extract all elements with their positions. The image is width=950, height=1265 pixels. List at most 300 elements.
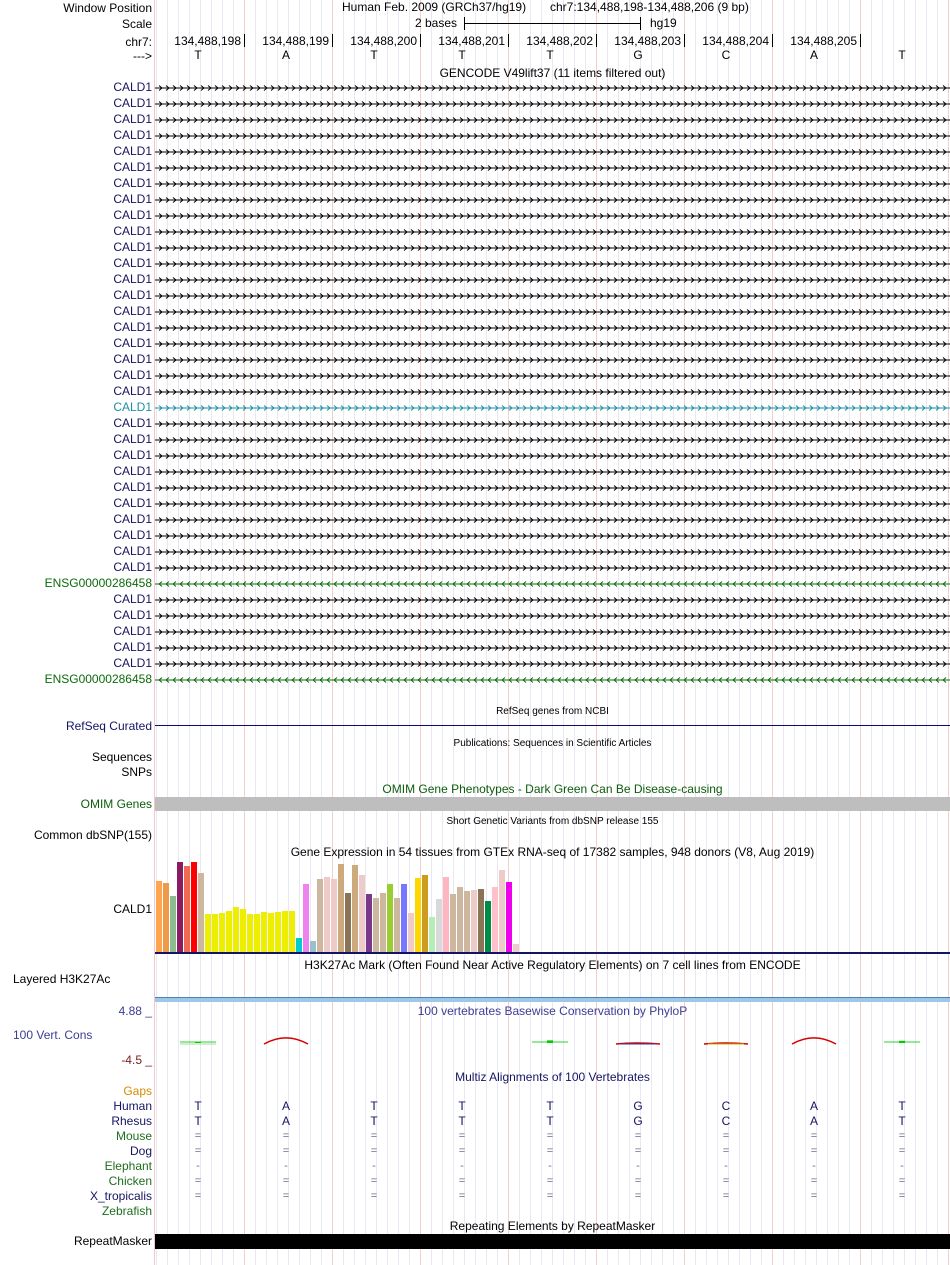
gtex-tissue-bar[interactable] — [485, 901, 491, 952]
gencode-gene-label[interactable]: ENSG00000286458 — [44, 576, 152, 590]
ruler-base: T — [546, 48, 554, 62]
gtex-tissue-bar[interactable] — [310, 941, 316, 952]
gene-arrow-line — [155, 468, 950, 476]
refseq-label[interactable]: RefSeq Curated — [65, 719, 152, 733]
gtex-tissue-bar[interactable] — [373, 898, 379, 952]
strand-label: ---> — [133, 49, 152, 63]
alignment-base: - — [900, 1160, 904, 1172]
dbsnp-title[interactable]: Short Genetic Variants from dbSNP release 155 — [446, 816, 659, 827]
gencode-transcript[interactable] — [155, 548, 950, 556]
gtex-tissue-bar[interactable] — [401, 884, 407, 952]
gene-arrow-line — [155, 132, 950, 140]
ruler-coordinate: 134,488,200 — [350, 34, 417, 48]
gencode-gene-label[interactable]: CALD1 — [113, 256, 152, 270]
multiz-title[interactable]: Multiz Alignments of 100 Vertebrates — [455, 1070, 650, 1084]
gtex-tissue-bar[interactable] — [156, 881, 162, 952]
species-label[interactable]: X_tropicalis — [89, 1189, 152, 1203]
gencode-transcript[interactable] — [155, 84, 950, 92]
gene-arrow-line — [155, 276, 950, 284]
gencode-transcript[interactable] — [155, 244, 950, 252]
gencode-transcript[interactable] — [155, 148, 950, 156]
gencode-transcript[interactable] — [155, 196, 950, 204]
gencode-transcript[interactable] — [155, 324, 950, 332]
alignment-base: = — [282, 1190, 290, 1202]
gtex-tissue-bar[interactable] — [198, 873, 204, 952]
ruler-base: T — [458, 48, 466, 62]
gtex-tissue-bar[interactable] — [450, 894, 456, 952]
gencode-gene-label[interactable]: CALD1 — [113, 320, 152, 334]
gtex-tissue-bar[interactable] — [457, 887, 463, 952]
ruler-tick — [420, 34, 421, 47]
gencode-transcript[interactable] — [155, 564, 950, 572]
gencode-gene-label[interactable]: CALD1 — [113, 368, 152, 382]
gtex-tissue-bar[interactable] — [296, 938, 302, 952]
refseq-title[interactable]: RefSeq genes from NCBI — [496, 706, 609, 717]
alignment-base: = — [634, 1175, 642, 1187]
ruler-coordinate: 134,488,199 — [262, 34, 329, 48]
gencode-transcript[interactable] — [155, 676, 950, 684]
alignment-base: = — [546, 1175, 554, 1187]
gtex-tissue-bar[interactable] — [275, 912, 281, 952]
gencode-transcript[interactable] — [155, 516, 950, 524]
gencode-gene-label[interactable]: CALD1 — [113, 496, 152, 510]
gtex-tissue-bar[interactable] — [359, 875, 365, 952]
alignment-base: = — [458, 1130, 466, 1142]
gencode-gene-label[interactable]: CALD1 — [113, 80, 152, 94]
gencode-gene-label[interactable]: CALD1 — [113, 272, 152, 286]
gtex-tissue-bar[interactable] — [205, 914, 211, 952]
ruler-tick — [860, 34, 861, 47]
gtex-tissue-bar[interactable] — [177, 862, 183, 952]
alignment-base: = — [370, 1130, 378, 1142]
gtex-tissue-bar[interactable] — [254, 914, 260, 952]
gencode-gene-label[interactable]: CALD1 — [113, 288, 152, 302]
alignment-base: = — [898, 1130, 906, 1142]
gtex-tissue-bar[interactable] — [380, 893, 386, 952]
scale-bar-left-end — [464, 17, 465, 30]
gencode-transcript[interactable] — [155, 340, 950, 348]
gencode-gene-label[interactable]: CALD1 — [113, 240, 152, 254]
gencode-transcript[interactable] — [155, 388, 950, 396]
phylop-plot[interactable] — [155, 1024, 950, 1054]
gencode-title[interactable]: GENCODE V49lift37 (11 items filtered out) — [439, 66, 666, 80]
gene-arrow-line — [155, 388, 950, 396]
gene-arrow-line — [155, 404, 950, 412]
alignment-base: = — [370, 1190, 378, 1202]
alignment-base: = — [722, 1145, 730, 1157]
gencode-transcript[interactable] — [155, 580, 950, 588]
ruler-coordinate: 134,488,201 — [438, 34, 505, 48]
alignment-base: = — [810, 1130, 818, 1142]
gencode-gene-label[interactable]: CALD1 — [113, 480, 152, 494]
gene-arrow-line — [155, 564, 950, 572]
alignment-base: C — [721, 1114, 731, 1128]
gencode-gene-label[interactable]: CALD1 — [113, 608, 152, 622]
gencode-transcript[interactable] — [155, 132, 950, 140]
gencode-gene-label[interactable]: CALD1 — [113, 160, 152, 174]
alignment-base: - — [724, 1160, 728, 1172]
alignment-base: = — [722, 1190, 730, 1202]
h3k27ac-signal[interactable] — [155, 997, 950, 1002]
phylop-max: 4.88 _ — [118, 1004, 152, 1018]
gtex-tissue-bar[interactable] — [226, 911, 232, 952]
gene-arrow-line — [155, 196, 950, 204]
alignment-base: C — [721, 1099, 731, 1113]
gencode-gene-label[interactable]: CALD1 — [113, 624, 152, 638]
gene-arrow-line — [155, 244, 950, 252]
gtex-tissue-bar[interactable] — [219, 913, 225, 952]
sequences-label[interactable]: Sequences — [91, 750, 152, 764]
gene-arrow-line — [155, 548, 950, 556]
alignment-base: = — [634, 1190, 642, 1202]
gene-arrow-line — [155, 612, 950, 620]
alignment-base: = — [810, 1145, 818, 1157]
alignment-base: T — [194, 1099, 202, 1113]
gencode-transcript[interactable] — [155, 116, 950, 124]
gencode-gene-label[interactable]: CALD1 — [113, 432, 152, 446]
gene-arrow-line — [155, 292, 950, 300]
gtex-tissue-bar[interactable] — [247, 914, 253, 952]
phylop-negative-mark — [792, 1038, 836, 1044]
gtex-tissue-bar[interactable] — [513, 944, 519, 952]
alignment-base: = — [810, 1190, 818, 1202]
gtex-tissue-bar[interactable] — [331, 879, 337, 952]
gtex-tissue-bar[interactable] — [429, 917, 435, 952]
alignment-base: = — [282, 1130, 290, 1142]
scale-label: Scale — [121, 17, 152, 31]
gtex-tissue-bar[interactable] — [268, 913, 274, 952]
gene-arrow-line — [155, 84, 950, 92]
repeatmasker-label[interactable]: RepeatMasker — [73, 1234, 152, 1248]
alignment-base: T — [546, 1099, 554, 1113]
gene-arrow-line — [155, 676, 950, 684]
gtex-tissue-bar[interactable] — [492, 887, 498, 952]
gencode-gene-label[interactable]: CALD1 — [113, 560, 152, 574]
scale-bar-text: 2 bases — [415, 16, 458, 30]
gencode-transcript[interactable] — [155, 420, 950, 428]
gtex-tissue-bar[interactable] — [478, 889, 484, 952]
gencode-transcript[interactable] — [155, 100, 950, 108]
track-labels-sidebar — [0, 0, 154, 1265]
alignment-base: = — [194, 1130, 202, 1142]
gene-arrow-line — [155, 228, 950, 236]
alignment-base: T — [546, 1114, 554, 1128]
alignment-base: = — [458, 1145, 466, 1157]
gene-arrow-line — [155, 116, 950, 124]
gencode-transcript[interactable] — [155, 308, 950, 316]
gene-arrow-line — [155, 164, 950, 172]
chrom-label: chr7: — [125, 35, 152, 49]
gencode-transcript[interactable] — [155, 612, 950, 620]
phylop-positive-bar — [899, 1041, 905, 1043]
alignment-base: - — [636, 1160, 640, 1172]
alignment-base: = — [722, 1130, 730, 1142]
gencode-gene-label[interactable]: CALD1 — [113, 512, 152, 526]
phylop-positive-bar — [547, 1040, 553, 1043]
gtex-tissue-bar[interactable] — [408, 913, 414, 952]
scale-bar-right-end — [640, 17, 641, 30]
gene-arrow-line — [155, 516, 950, 524]
repeatmasker-title[interactable]: Repeating Elements by RepeatMasker — [449, 1219, 656, 1233]
alignment-base: - — [284, 1160, 288, 1172]
gtex-tissue-bar[interactable] — [289, 911, 295, 952]
gtex-tissue-bar[interactable] — [170, 896, 176, 952]
ruler-base: A — [809, 48, 818, 62]
ruler-coordinate: 134,488,202 — [526, 34, 593, 48]
gtex-tissue-bar[interactable] — [394, 898, 400, 952]
gtex-tissue-bar[interactable] — [352, 865, 358, 952]
gencode-gene-label[interactable]: CALD1 — [113, 112, 152, 126]
gene-arrow-line — [155, 340, 950, 348]
gene-arrow-line — [155, 436, 950, 444]
gene-arrow-line — [155, 324, 950, 332]
ruler-tick — [508, 34, 509, 47]
species-label[interactable]: Elephant — [104, 1159, 152, 1173]
gencode-transcript[interactable] — [155, 260, 950, 268]
gencode-transcript[interactable] — [155, 532, 950, 540]
alignment-base: - — [812, 1160, 816, 1172]
gtex-tissue-bar[interactable] — [184, 866, 190, 952]
ruler-coordinate: 134,488,198 — [174, 34, 241, 48]
alignment-base: T — [898, 1114, 906, 1128]
ruler-base: T — [194, 48, 202, 62]
alignment-base: = — [898, 1175, 906, 1187]
gencode-gene-label[interactable]: CALD1 — [113, 656, 152, 670]
scale-bar — [464, 23, 640, 24]
alignment-base: T — [898, 1099, 906, 1113]
phylop-positive-bar — [195, 1042, 201, 1043]
gtex-tissue-bar[interactable] — [163, 883, 169, 952]
gencode-gene-label[interactable]: CALD1 — [113, 128, 152, 142]
gencode-transcript[interactable] — [155, 628, 950, 636]
gtex-tissue-bar[interactable] — [422, 875, 428, 952]
gtex-expression-chart[interactable] — [155, 860, 535, 952]
gencode-gene-label[interactable]: CALD1 — [113, 352, 152, 366]
gtex-tissue-bar[interactable] — [464, 891, 470, 952]
gtex-tissue-bar[interactable] — [240, 909, 246, 952]
gene-arrow-line — [155, 660, 950, 668]
species-label[interactable]: Mouse — [115, 1129, 152, 1143]
alignment-base: = — [194, 1145, 202, 1157]
omim-gene-bar[interactable] — [155, 797, 950, 811]
gene-arrow-line — [155, 596, 950, 604]
species-label[interactable]: Rhesus — [111, 1114, 152, 1128]
ruler-base: C — [721, 48, 731, 62]
gaps-label[interactable]: Gaps — [123, 1084, 152, 1098]
alignment-base: = — [810, 1175, 818, 1187]
gencode-transcript[interactable] — [155, 292, 950, 300]
track-data-area[interactable] — [155, 0, 950, 1265]
gtex-tissue-bar[interactable] — [443, 877, 449, 952]
gtex-tissue-bar[interactable] — [345, 893, 351, 952]
alignment-base: = — [898, 1190, 906, 1202]
gene-arrow-line — [155, 148, 950, 156]
gtex-tissue-bar[interactable] — [191, 862, 197, 952]
gtex-tissue-bar[interactable] — [212, 914, 218, 952]
gencode-transcript[interactable] — [155, 164, 950, 172]
gencode-gene-label[interactable]: CALD1 — [113, 416, 152, 430]
alignment-base: T — [458, 1099, 466, 1113]
publications-title[interactable]: Publications: Sequences in Scientific Articles — [453, 738, 652, 749]
gtex-tissue-bar[interactable] — [282, 911, 288, 952]
gtex-tissue-bar[interactable] — [324, 877, 330, 952]
gencode-transcript[interactable] — [155, 484, 950, 492]
gene-arrow-line — [155, 420, 950, 428]
repeatmasker-bar[interactable] — [155, 1234, 950, 1249]
gencode-transcript[interactable] — [155, 212, 950, 220]
gencode-gene-label[interactable]: CALD1 — [113, 144, 152, 158]
gtex-tissue-bar[interactable] — [436, 899, 442, 952]
alignment-base: T — [458, 1114, 466, 1128]
alignment-base: = — [898, 1145, 906, 1157]
gencode-gene-label[interactable]: CALD1 — [113, 544, 152, 558]
gencode-transcript[interactable] — [155, 180, 950, 188]
gencode-gene-label[interactable]: CALD1 — [113, 208, 152, 222]
alignment-base: = — [370, 1175, 378, 1187]
alignment-base: G — [633, 1099, 643, 1113]
gencode-transcript[interactable] — [155, 468, 950, 476]
gtex-tissue-bar[interactable] — [233, 907, 239, 952]
ruler-tick — [332, 34, 333, 47]
alignment-base: A — [809, 1114, 818, 1128]
alignment-base: = — [546, 1130, 554, 1142]
gencode-gene-label[interactable]: CALD1 — [113, 176, 152, 190]
alignment-base: - — [196, 1160, 200, 1172]
alignment-base: = — [634, 1130, 642, 1142]
ruler-tick — [596, 34, 597, 47]
ruler-coordinate: 134,488,204 — [702, 34, 769, 48]
gencode-gene-label[interactable]: CALD1 — [113, 336, 152, 350]
gtex-tissue-bar[interactable] — [499, 870, 505, 952]
alignment-base: - — [548, 1160, 552, 1172]
alignment-base: G — [633, 1114, 643, 1128]
gencode-gene-label[interactable]: CALD1 — [113, 304, 152, 318]
alignment-base: T — [370, 1114, 378, 1128]
gencode-gene-label[interactable]: CALD1 — [113, 640, 152, 654]
gencode-transcript[interactable] — [155, 596, 950, 604]
gtex-tissue-bar[interactable] — [366, 894, 372, 952]
gene-arrow-line — [155, 100, 950, 108]
gtex-baseline — [155, 952, 950, 954]
gtex-tissue-bar[interactable] — [506, 882, 512, 952]
gencode-transcript[interactable] — [155, 644, 950, 652]
ruler-base: A — [281, 48, 290, 62]
ruler-coordinate: 134,488,203 — [614, 34, 681, 48]
gene-arrow-line — [155, 628, 950, 636]
alignment-base: = — [282, 1175, 290, 1187]
phylop-negative-mark — [264, 1038, 308, 1044]
gene-arrow-line — [155, 580, 950, 588]
gtex-label[interactable]: CALD1 — [113, 902, 152, 916]
window-position-value: chr7:134,488,198-134,488,206 (9 bp) — [550, 0, 749, 14]
alignment-base: A — [281, 1099, 290, 1113]
alignment-base: = — [634, 1145, 642, 1157]
gtex-tissue-bar[interactable] — [303, 884, 309, 952]
gtex-title[interactable]: Gene Expression in 54 tissues from GTEx RNA-seq of 17382 samples, 948 donors (V8, Aug 2019) — [290, 845, 815, 859]
gencode-gene-label[interactable]: CALD1 — [113, 192, 152, 206]
snps-label[interactable]: SNPs — [121, 765, 152, 779]
gencode-transcript[interactable] — [155, 404, 950, 412]
gencode-transcript[interactable] — [155, 500, 950, 508]
alignment-base: = — [546, 1145, 554, 1157]
gene-arrow-line — [155, 356, 950, 364]
gencode-transcript[interactable] — [155, 356, 950, 364]
omim-label[interactable]: OMIM Genes — [80, 797, 152, 811]
alignment-base: A — [281, 1114, 290, 1128]
gene-arrow-line — [155, 212, 950, 220]
alignment-base: - — [460, 1160, 464, 1172]
gencode-gene-label[interactable]: CALD1 — [113, 448, 152, 462]
alignment-base: T — [194, 1114, 202, 1128]
ruler-tick — [684, 34, 685, 47]
h3k27ac-title[interactable]: H3K27Ac Mark (Often Found Near Active Regulatory Elements) on 7 cell lines from ENCODE — [304, 958, 801, 972]
gencode-gene-label[interactable]: CALD1 — [113, 400, 152, 414]
gene-arrow-line — [155, 500, 950, 508]
dbsnp-label[interactable]: Common dbSNP(155) — [33, 828, 152, 842]
gencode-transcript[interactable] — [155, 452, 950, 460]
species-label[interactable]: Human — [113, 1099, 152, 1113]
h3k27ac-label[interactable]: Layered H3K27Ac — [13, 972, 111, 986]
gencode-gene-label[interactable]: CALD1 — [113, 464, 152, 478]
assembly-name: Human Feb. 2009 (GRCh37/hg19) — [342, 0, 527, 14]
gencode-gene-label[interactable]: CALD1 — [113, 384, 152, 398]
phylop-min: -4.5 _ — [121, 1053, 152, 1067]
gene-arrow-line — [155, 452, 950, 460]
gtex-tissue-bar[interactable] — [261, 912, 267, 952]
gene-arrow-line — [155, 260, 950, 268]
gencode-transcript[interactable] — [155, 276, 950, 284]
gene-arrow-line — [155, 308, 950, 316]
gtex-tissue-bar[interactable] — [317, 879, 323, 952]
gencode-transcript[interactable] — [155, 660, 950, 668]
species-label[interactable]: Zebrafish — [101, 1204, 152, 1218]
gencode-transcript[interactable] — [155, 436, 950, 444]
alignment-base: T — [370, 1099, 378, 1113]
ruler-tick — [772, 34, 773, 47]
ruler-base: T — [370, 48, 378, 62]
ruler-tick — [244, 34, 245, 47]
species-label[interactable]: Chicken — [108, 1174, 152, 1188]
ruler-coordinate: 134,488,205 — [790, 34, 857, 48]
window-position-label: Window Position — [63, 1, 152, 15]
ruler-base: G — [633, 48, 643, 62]
gtex-tissue-bar[interactable] — [471, 890, 477, 952]
gencode-gene-label[interactable]: ENSG00000286458 — [44, 672, 152, 686]
ruler-base: T — [898, 48, 906, 62]
gencode-transcript[interactable] — [155, 228, 950, 236]
gtex-tissue-bar[interactable] — [415, 878, 421, 952]
alignment-base: = — [370, 1145, 378, 1157]
refseq-gene-line[interactable] — [155, 725, 950, 726]
gtex-tissue-bar[interactable] — [387, 884, 393, 952]
alignment-base: = — [546, 1190, 554, 1202]
gene-arrow-line — [155, 532, 950, 540]
gencode-gene-label[interactable]: CALD1 — [113, 224, 152, 238]
gencode-gene-label[interactable]: CALD1 — [113, 96, 152, 110]
alignment-base: = — [722, 1175, 730, 1187]
gtex-tissue-bar[interactable] — [338, 864, 344, 952]
phylop-title[interactable]: 100 vertebrates Basewise Conservation by PhyloP — [417, 1004, 688, 1018]
alignment-base: = — [194, 1190, 202, 1202]
gencode-gene-label[interactable]: CALD1 — [113, 528, 152, 542]
species-label[interactable]: Dog — [129, 1144, 152, 1158]
gencode-gene-label[interactable]: CALD1 — [113, 592, 152, 606]
gencode-transcript[interactable] — [155, 372, 950, 380]
alignment-base: = — [194, 1175, 202, 1187]
gene-arrow-line — [155, 484, 950, 492]
omim-title[interactable]: OMIM Gene Phenotypes - Dark Green Can Be Disease-causing — [382, 782, 723, 796]
phylop-label[interactable]: 100 Vert. Cons — [13, 1028, 93, 1042]
